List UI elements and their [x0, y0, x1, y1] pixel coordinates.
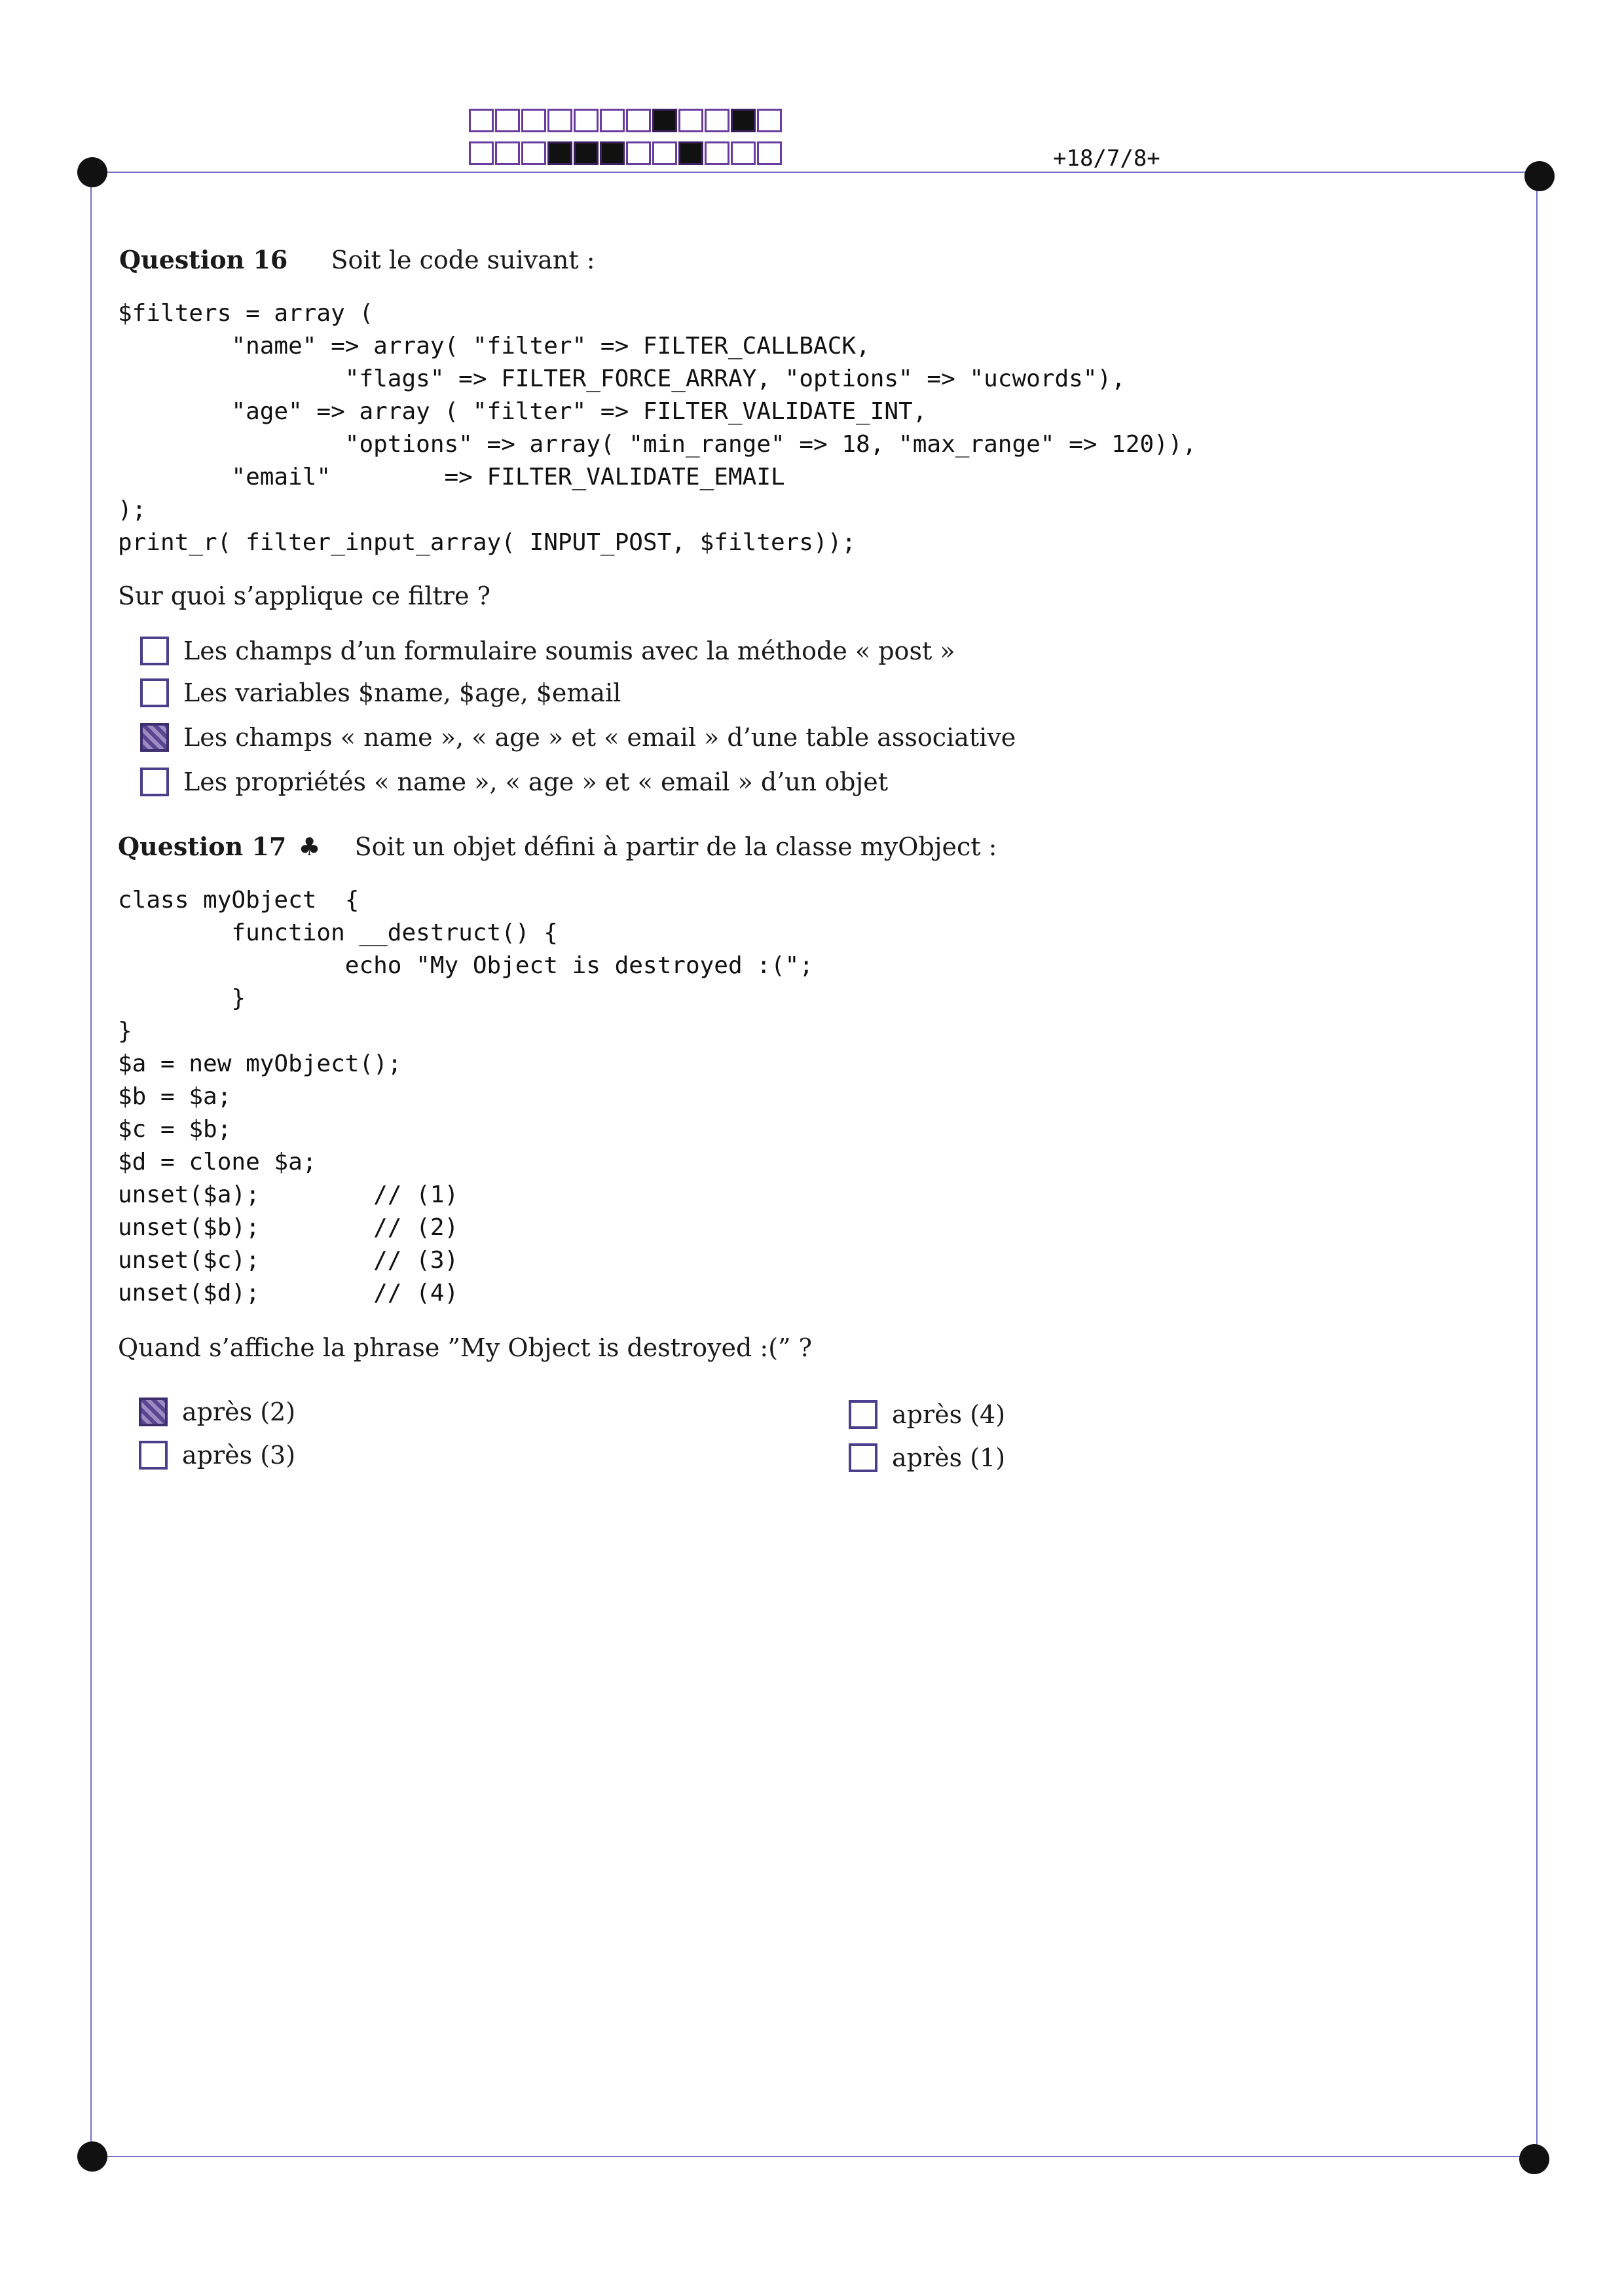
q16-answer-1[interactable] — [140, 637, 955, 665]
checkbox[interactable] — [139, 1398, 168, 1426]
id-grid-cell — [600, 141, 625, 165]
code-line: "flags" => FILTER_FORCE_ARRAY, "options" => "ucwords"), — [118, 365, 1126, 392]
checkbox[interactable] — [849, 1443, 877, 1472]
id-grid-cell — [547, 141, 572, 165]
id-grid-cell — [574, 109, 599, 132]
id-grid-cell — [547, 109, 572, 132]
q17-answer-4[interactable] — [849, 1443, 1005, 1472]
id-grid-cell — [731, 141, 756, 165]
id-grid-cell — [731, 109, 756, 132]
code-line: unset($d); // (4) — [118, 1280, 459, 1306]
id-grid-cell — [652, 109, 677, 132]
checkbox[interactable] — [140, 768, 169, 796]
q17-label: Question 17 — [118, 832, 287, 861]
code-line: $d = clone $a; — [118, 1149, 317, 1176]
code-line: $b = $a; — [118, 1083, 232, 1110]
id-grid-cell — [574, 141, 599, 165]
page-id: +18/7/8+ — [1053, 145, 1160, 172]
q17-prompt: Soit un objet défini à partir de la classe myObject : — [354, 832, 997, 861]
id-grid-cell — [626, 109, 651, 132]
answer-text: après (4) — [892, 1400, 1006, 1429]
q16-answer-2[interactable] — [140, 678, 621, 707]
code-line: } — [118, 985, 246, 1012]
checkbox[interactable] — [140, 723, 169, 752]
id-grid-cell — [757, 109, 782, 132]
id-grid-cell — [600, 109, 625, 132]
id-grid-cell — [469, 109, 494, 132]
checkbox[interactable] — [140, 678, 169, 707]
answer-text: après (3) — [182, 1441, 296, 1470]
id-grid-cell — [495, 141, 520, 165]
code-line: class myObject { — [118, 887, 360, 914]
id-grid-cell — [469, 141, 494, 165]
id-grid-row-2 — [469, 141, 783, 165]
id-grid-cell — [678, 109, 703, 132]
q16-header — [119, 245, 595, 274]
id-grid-cell — [521, 109, 546, 132]
code-line: print_r( filter_input_array( INPUT_POST, $filters)); — [118, 529, 857, 556]
corner-marker-top-right — [1524, 161, 1555, 191]
q16-question: Sur quoi s’applique ce filtre ? — [118, 582, 490, 610]
q17-answer-1[interactable] — [139, 1398, 295, 1426]
q17-header — [118, 832, 997, 861]
code-line: $filters = array ( — [118, 300, 374, 327]
checkbox[interactable] — [140, 637, 169, 665]
q16-code-block — [118, 297, 1196, 559]
code-line: "name" => array( "filter" => FILTER_CALLBACK, — [118, 333, 870, 360]
code-line: ); — [118, 496, 147, 523]
checkbox[interactable] — [139, 1441, 168, 1470]
id-grid-cell — [678, 141, 703, 165]
code-line: $c = $b; — [118, 1116, 232, 1143]
q16-answer-3[interactable] — [140, 723, 1016, 752]
club-icon: ♣ — [298, 832, 321, 861]
id-grid-row-1 — [469, 109, 783, 132]
id-grid-cell — [705, 109, 729, 132]
answer-text: Les variables $name, $age, $email — [183, 678, 621, 707]
corner-marker-bottom-right — [1519, 2144, 1549, 2174]
q17-answer-3[interactable] — [849, 1400, 1005, 1429]
answer-text: Les champs d’un formulaire soumis avec la méthode « post » — [183, 637, 955, 665]
answer-text: après (2) — [182, 1398, 296, 1426]
corner-marker-top-left — [77, 157, 107, 187]
code-line: "options" => array( "min_range" => 18, "max_range" => 120)), — [118, 431, 1197, 458]
id-grid-cell — [652, 141, 677, 165]
corner-marker-bottom-left — [77, 2141, 107, 2172]
code-line: unset($a); // (1) — [118, 1181, 459, 1208]
id-grid-cell — [757, 141, 782, 165]
q17-code-block — [118, 884, 813, 1310]
q16-answer-4[interactable] — [140, 768, 888, 796]
id-grid-cell — [521, 141, 546, 165]
q17-question: Quand s’affiche la phrase ”My Object is destroyed :(” ? — [118, 1333, 812, 1362]
code-line: unset($b); // (2) — [118, 1214, 459, 1241]
code-line: function __destruct() { — [118, 919, 558, 946]
code-line: } — [118, 1018, 132, 1045]
id-grid-cell — [705, 141, 729, 165]
code-line: "age" => array ( "filter" => FILTER_VALIDATE_INT, — [118, 398, 927, 425]
code-line: unset($c); // (3) — [118, 1247, 459, 1274]
answer-text: après (1) — [892, 1443, 1006, 1472]
answer-text: Les champs « name », « age » et « email » d’une table associative — [183, 723, 1016, 752]
code-line: $a = new myObject(); — [118, 1050, 402, 1077]
code-line: "email" => FILTER_VALIDATE_EMAIL — [118, 464, 785, 491]
q16-prompt: Soit le code suivant : — [331, 246, 595, 274]
id-grid-cell — [495, 109, 520, 132]
q16-label: Question 16 — [119, 245, 288, 274]
answer-text: Les propriétés « name », « age » et « email » d’un objet — [183, 768, 889, 796]
q17-answer-2[interactable] — [139, 1441, 295, 1470]
checkbox[interactable] — [849, 1400, 877, 1429]
id-grid-cell — [626, 141, 651, 165]
code-line: echo "My Object is destroyed :("; — [118, 952, 814, 979]
